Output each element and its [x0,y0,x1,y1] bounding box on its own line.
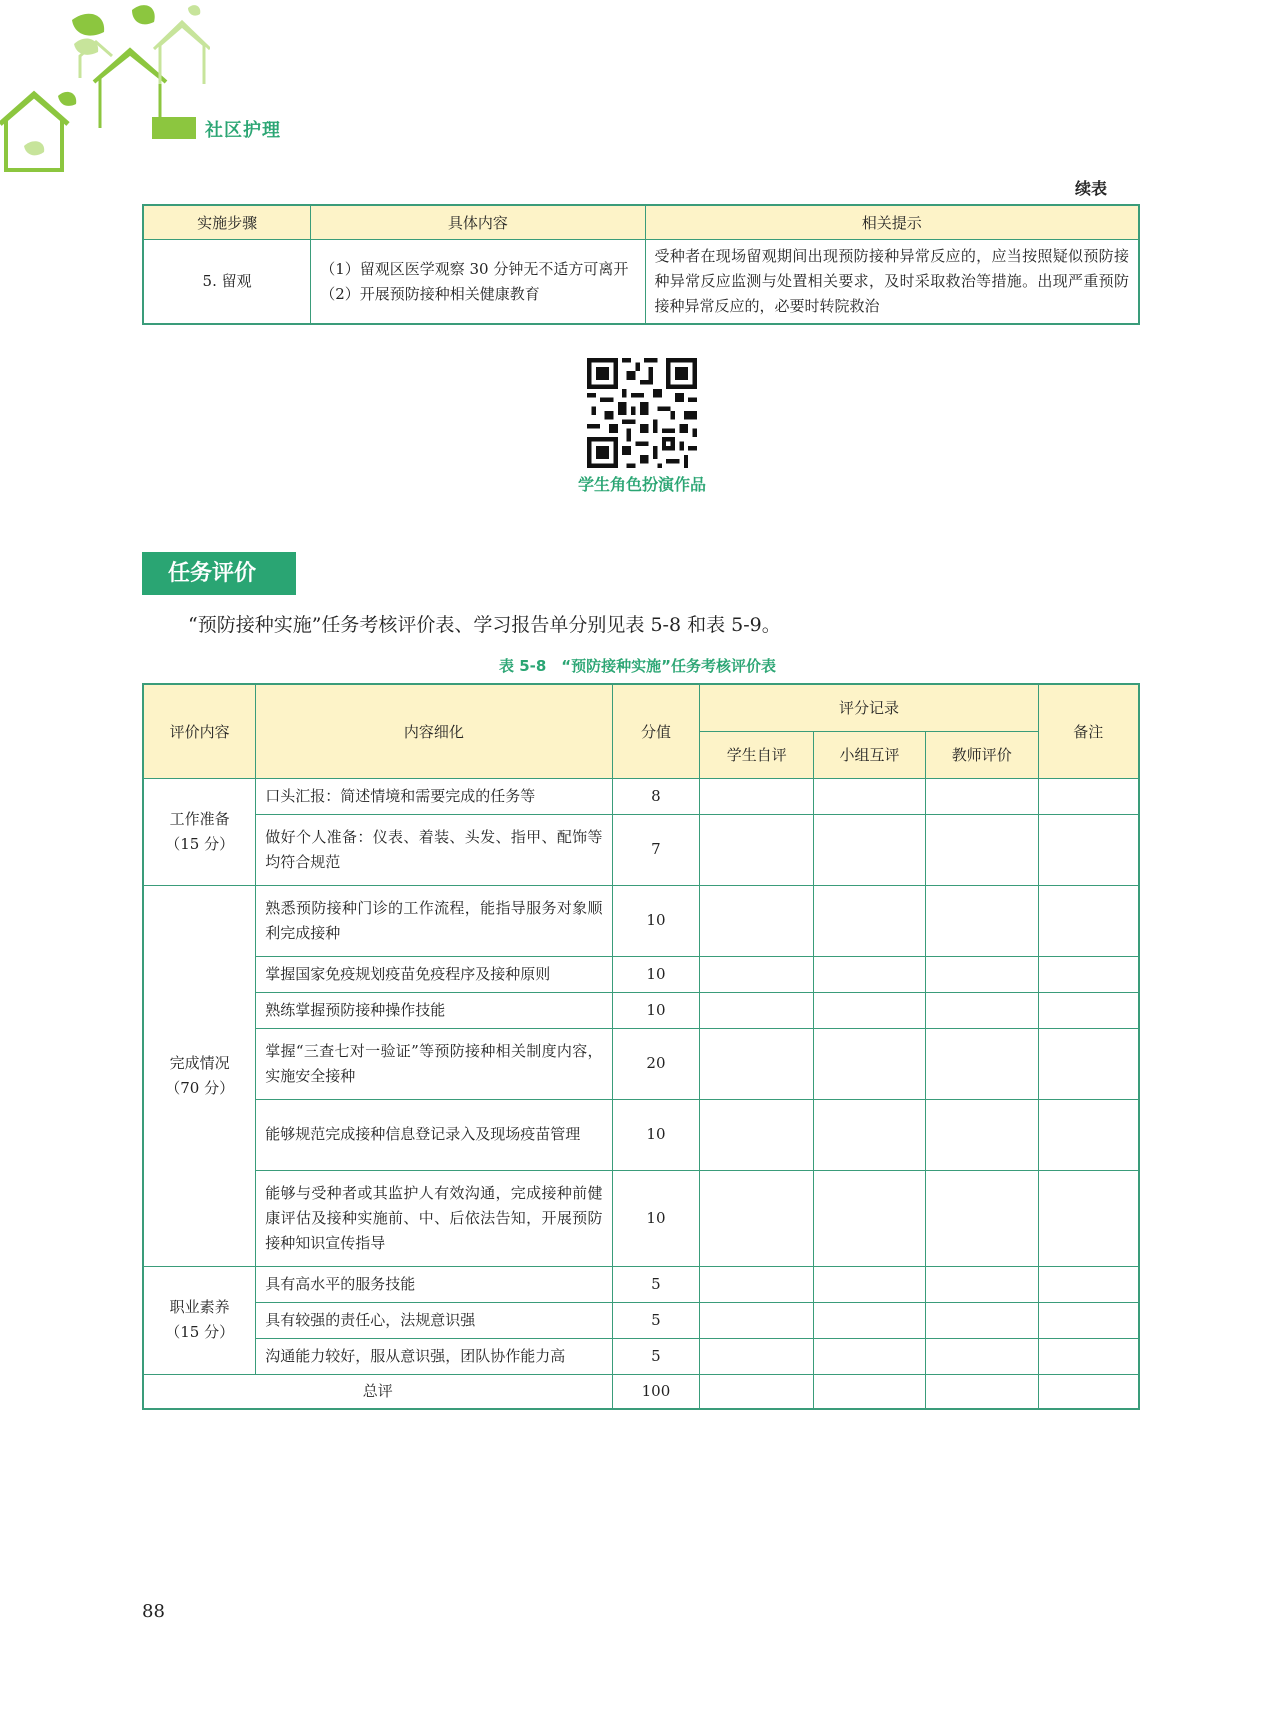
remark-cell[interactable] [1038,1266,1139,1302]
detail-cell: 具有较强的责任心，法规意识强 [256,1302,612,1338]
remark-cell[interactable] [1038,956,1139,992]
table-row [143,1338,1139,1374]
header-category: 评价内容 [143,684,256,778]
table-row [143,814,1139,885]
houses-leaves-decoration [0,0,210,175]
score-cell: 10 [612,1170,700,1266]
remark-cell[interactable] [1038,778,1139,814]
score-cell: 20 [612,1028,700,1099]
table-row [143,1099,1139,1170]
detail-cell: 口头汇报：简述情境和需要完成的任务等 [256,778,612,814]
content-item-2: （2）开展预防接种相关健康教育 [320,284,540,303]
book-title: 社区护理 [205,120,281,141]
self-score-cell[interactable] [700,992,814,1028]
category-cell: 完成情况 （70 分） [143,885,256,1266]
qr-caption: 学生角色扮演作品 [577,475,706,494]
remark-cell[interactable] [1038,992,1139,1028]
detail-cell: 具有高水平的服务技能 [256,1266,612,1302]
total-row [143,1374,1139,1409]
teacher-score-cell[interactable] [925,885,1038,956]
total-score: 100 [612,1374,700,1409]
self-score-cell[interactable] [700,956,814,992]
header-score: 分值 [612,684,700,778]
header-detail: 内容细化 [256,684,612,778]
header-teacher: 教师评价 [925,731,1038,778]
score-cell: 8 [612,778,700,814]
qr-code-icon[interactable] [587,358,697,468]
teacher-score-cell[interactable] [925,1266,1038,1302]
self-score-cell[interactable] [700,1170,814,1266]
remark-cell[interactable] [1038,1099,1139,1170]
teacher-score-cell[interactable] [925,814,1038,885]
teacher-score-cell[interactable] [925,1302,1038,1338]
remark-cell[interactable] [1038,1338,1139,1374]
self-score-cell[interactable] [700,1338,814,1374]
continued-label: 续表 [1074,179,1107,198]
score-cell: 5 [612,1302,700,1338]
intro-paragraph: “预防接种实施”任务考核评价表、学习报告单分别见表 5-8 和表 5-9。 [188,614,781,636]
detail-cell: 掌握“三查七对一验证”等预防接种相关制度内容，实施安全接种 [256,1028,612,1099]
score-cell: 10 [612,956,700,992]
table-row [143,1302,1139,1338]
detail-cell: 能够规范完成接种信息登记录入及现场疫苗管理 [256,1099,612,1170]
tip-cell: 受种者在现场留观期间出现预防接种异常反应的，应当按照疑似预防接种异常反应监测与处置相关要求，及时采取救治等措施。出现严重预防接种异常反应的，必要时转院救治 [645,240,1139,325]
self-score-cell[interactable] [700,778,814,814]
teacher-score-cell[interactable] [925,992,1038,1028]
peer-score-cell[interactable] [814,956,926,992]
self-score-cell[interactable] [700,1028,814,1099]
score-cell: 7 [612,814,700,885]
detail-cell: 掌握国家免疫规划疫苗免疫程序及接种原则 [256,956,612,992]
header-accent-bar [152,117,196,139]
peer-score-cell[interactable] [814,1302,926,1338]
content-cell [311,240,645,325]
table-row [143,992,1139,1028]
remark-cell[interactable] [1038,1170,1139,1266]
detail-cell: 熟练掌握预防接种操作技能 [256,992,612,1028]
table-row [143,885,1139,956]
score-cell: 10 [612,885,700,956]
self-score-cell[interactable] [700,1099,814,1170]
self-score-cell[interactable] [700,1266,814,1302]
self-score-cell[interactable] [700,1374,814,1409]
detail-cell: 能够与受种者或其监护人有效沟通，完成接种前健康评估及接种实施前、中、后依法告知，开展预防接种知识宣传指导 [256,1170,612,1266]
teacher-score-cell[interactable] [925,1028,1038,1099]
remark-cell[interactable] [1038,1302,1139,1338]
peer-score-cell[interactable] [814,778,926,814]
content-item-1: （1）留观区医学观察 30 分钟无不适方可离开 [320,259,629,278]
teacher-score-cell[interactable] [925,1099,1038,1170]
teacher-score-cell[interactable] [925,1374,1038,1409]
detail-cell: 做好个人准备：仪表、着装、头发、指甲、配饰等均符合规范 [256,814,612,885]
table-row [143,1266,1139,1302]
self-score-cell[interactable] [700,1302,814,1338]
peer-score-cell[interactable] [814,1374,926,1409]
peer-score-cell[interactable] [814,1099,926,1170]
score-cell: 10 [612,1099,700,1170]
table-row [143,1028,1139,1099]
header-remark: 备注 [1038,684,1139,778]
score-cell: 5 [612,1338,700,1374]
self-score-cell[interactable] [700,814,814,885]
remark-cell[interactable] [1038,814,1139,885]
page-number: 88 [142,1601,165,1622]
self-score-cell[interactable] [700,885,814,956]
peer-score-cell[interactable] [814,1028,926,1099]
remark-cell[interactable] [1038,1028,1139,1099]
teacher-score-cell[interactable] [925,956,1038,992]
continued-table [142,204,1140,325]
header-record: 评分记录 [700,684,1038,731]
section-title: 任务评价 [142,552,296,595]
header-tip: 相关提示 [645,205,1139,240]
table-row [143,778,1139,814]
teacher-score-cell[interactable] [925,1338,1038,1374]
peer-score-cell[interactable] [814,814,926,885]
peer-score-cell[interactable] [814,1266,926,1302]
peer-score-cell[interactable] [814,992,926,1028]
teacher-score-cell[interactable] [925,1170,1038,1266]
step-cell: 5. 留观 [143,240,311,325]
teacher-score-cell[interactable] [925,778,1038,814]
evaluation-table [142,683,1140,1410]
peer-score-cell[interactable] [814,1170,926,1266]
total-label: 总评 [143,1374,612,1409]
detail-cell: 沟通能力较好，服从意识强，团队协作能力高 [256,1338,612,1374]
header-peer: 小组互评 [814,731,926,778]
table-caption: 表 5-8 “预防接种实施”任务考核评价表 [498,657,777,675]
table-row [143,1170,1139,1266]
table-row [143,956,1139,992]
peer-score-cell[interactable] [814,1338,926,1374]
remark-cell[interactable] [1038,885,1139,956]
category-cell: 工作准备 （15 分） [143,778,256,885]
detail-cell: 熟悉预防接种门诊的工作流程，能指导服务对象顺利完成接种 [256,885,612,956]
header-step: 实施步骤 [143,205,311,240]
score-cell: 5 [612,1266,700,1302]
peer-score-cell[interactable] [814,885,926,956]
score-cell: 10 [612,992,700,1028]
category-cell: 职业素养 （15 分） [143,1266,256,1374]
remark-cell[interactable] [1038,1374,1139,1409]
header-content: 具体内容 [311,205,645,240]
header-self: 学生自评 [700,731,814,778]
